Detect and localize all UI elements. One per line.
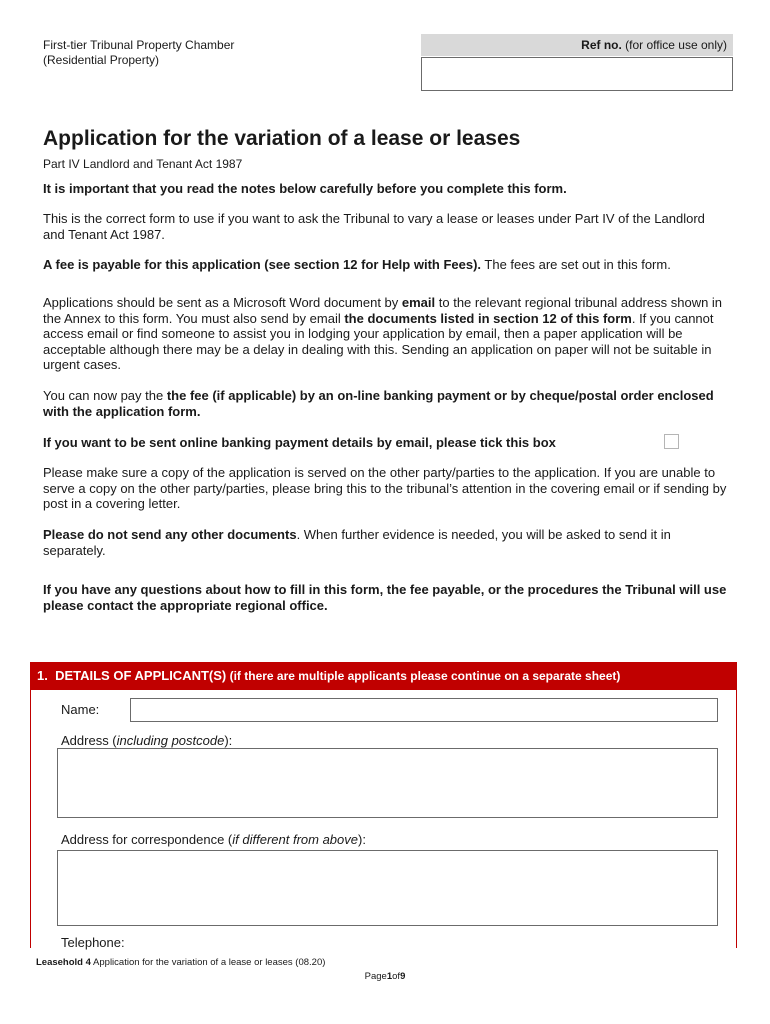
page-title: Application for the variation of a lease or leases bbox=[43, 127, 521, 150]
fee-bold-text: A fee is payable for this application (see section 12 for Help with Fees). bbox=[43, 257, 482, 272]
questions-paragraph bbox=[43, 582, 727, 613]
apps-text-1: Applications should be sent as a Microsoft Word document by bbox=[43, 295, 402, 310]
tick-box-label-text: If you want to be sent online banking payment details by email, please tick this box bbox=[43, 435, 556, 450]
address-label-text: Address ( bbox=[61, 733, 117, 748]
correspondence-address-input[interactable] bbox=[57, 850, 718, 926]
section-1-header bbox=[30, 662, 737, 690]
important-note-text: It is important that you read the notes below carefully before you complete this form. bbox=[43, 181, 567, 196]
tick-box-label bbox=[43, 435, 643, 451]
address-label-italic: including postcode bbox=[116, 733, 225, 748]
name-label: Name: bbox=[61, 702, 100, 717]
applications-paragraph bbox=[43, 295, 727, 373]
page-word: Page bbox=[364, 971, 387, 982]
important-note bbox=[43, 181, 727, 197]
telephone-label: Telephone: bbox=[61, 935, 125, 950]
ref-number-field bbox=[421, 57, 733, 91]
apps-email-bold: email bbox=[401, 295, 436, 310]
address-label-close: ): bbox=[224, 733, 233, 748]
fee-rest-text: The fees are set out in this form. bbox=[481, 257, 671, 272]
serve-paragraph: Please make sure a copy of the application is served on the other party/parties to the application. If you are unable to serve a copy on the other party/parties, please bring this to the tribunal’s attention in the covering email or if sending by post in a covering letter. bbox=[43, 465, 727, 511]
correct-form-paragraph: This is the correct form to use if you want to ask the Tribunal to vary a lease or leases under Part IV of the Landlord and Tenant Act 1987. bbox=[43, 211, 705, 242]
online-banking-checkbox[interactable] bbox=[664, 434, 679, 449]
form-footer-title: Application for the variation of a lease or leases (08.20) bbox=[90, 957, 326, 968]
ref-number-note: (for office use only) bbox=[625, 38, 727, 52]
section-1-heading: DETAILS OF APPLICANT(S) bbox=[55, 668, 227, 683]
apps-text-2: to the relevant regional tribunal address shown in the Annex to this form. You must also send by email bbox=[43, 295, 723, 326]
form-footer bbox=[36, 957, 325, 968]
fee-paragraph bbox=[43, 257, 727, 273]
payment-paragraph bbox=[43, 388, 727, 419]
questions-text: If you have any questions about how to fill in this form, the fee payable, or the procedures the Tribunal will use please contact the appropriate regional office. bbox=[43, 582, 727, 613]
apps-docs-bold: the documents listed in section 12 of this form bbox=[344, 310, 632, 326]
no-documents-bold: Please do not send any other documents bbox=[43, 527, 297, 542]
tribunal-name bbox=[43, 38, 234, 68]
corr-label-italic: if different from above bbox=[232, 832, 358, 847]
pay-text: You can now pay the bbox=[43, 388, 167, 403]
no-documents-rest: . When further evidence is needed, you will be asked to send it in separately. bbox=[43, 527, 671, 558]
ref-number-label: Ref no. bbox=[581, 38, 622, 52]
page-current: 1 bbox=[386, 971, 393, 982]
page-subtitle: Part IV Landlord and Tenant Act 1987 bbox=[43, 157, 243, 171]
tribunal-name-line1: First-tier Tribunal Property Chamber bbox=[43, 38, 235, 52]
correspondence-address-label bbox=[61, 832, 366, 847]
apps-text-3: . If you cannot access email or find someone to assist you in lodging your application by email, then a paper application will be acceptable although there may be a delay in dealing with this. Sending an application on paper will not be suitable in urgent cases. bbox=[43, 310, 714, 372]
page-number bbox=[0, 971, 770, 982]
no-documents-paragraph bbox=[43, 527, 727, 558]
section-1-heading-note: (if there are multiple applicants please continue on a separate sheet) bbox=[226, 669, 621, 683]
ref-number-header bbox=[421, 34, 733, 56]
form-code: Leasehold 4 bbox=[36, 957, 91, 968]
of-word: of bbox=[392, 971, 401, 982]
corr-label-text: Address for correspondence ( bbox=[61, 832, 233, 847]
name-input[interactable] bbox=[130, 698, 718, 722]
tribunal-name-line2: (Residential Property) bbox=[43, 53, 160, 67]
address-label bbox=[61, 733, 232, 748]
corr-label-close: ): bbox=[358, 832, 366, 847]
section-1-number: 1. bbox=[37, 668, 48, 683]
page-total: 9 bbox=[400, 971, 406, 982]
pay-bold-text: the fee (if applicable) by an on-line banking payment or by cheque/postal order enclosed with the application form. bbox=[43, 388, 714, 419]
address-input[interactable] bbox=[57, 748, 718, 818]
